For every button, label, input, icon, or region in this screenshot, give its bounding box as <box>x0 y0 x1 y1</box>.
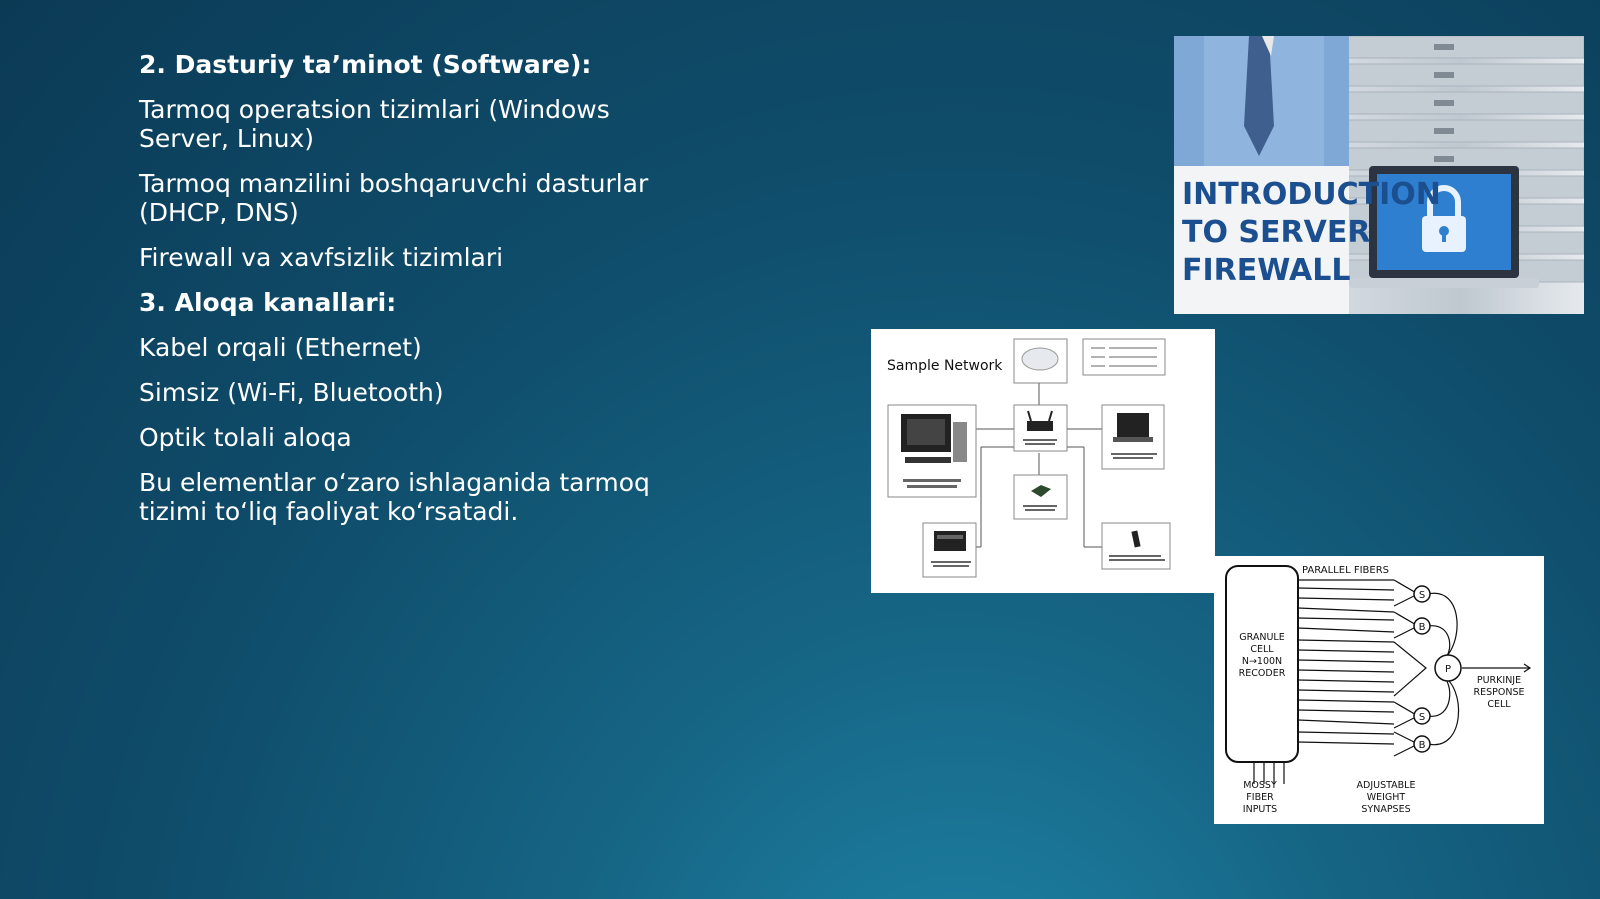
network-title: Sample Network <box>887 358 1003 374</box>
mossy-label-3: INPUTS <box>1242 804 1278 815</box>
node-b2: B <box>1418 740 1426 751</box>
heading-software: 2. Dasturiy ta’minot (Software): <box>139 50 592 79</box>
summary-text: Bu elementlar o‘zaro ishlaganida tarmoq tizimi to‘liq faoliyat ko‘rsatadi. <box>139 468 650 526</box>
firewall-title-line-1: INTRODUCTION <box>1182 177 1441 212</box>
granule-label-2: CELL <box>1250 644 1274 655</box>
laptop-icon <box>1113 413 1153 442</box>
adjustable-label-2: WEIGHT <box>1366 792 1406 803</box>
firewall-title-line-3: FIREWALL <box>1182 253 1351 288</box>
node-s2: S <box>1418 712 1426 723</box>
bullet-firewall: Firewall va xavfsizlik tizimlari <box>139 243 504 272</box>
adjustable-label-1: ADJUSTABLE <box>1356 780 1416 791</box>
cloud-icon <box>1022 348 1058 370</box>
sample-network-image <box>871 329 1215 593</box>
slide-text-block <box>139 50 659 542</box>
server-firewall-image <box>1174 36 1584 314</box>
node-p: P <box>1444 664 1452 675</box>
bullet-network-os: Tarmoq operatsion tizimlari (Windows Server, Linux) <box>139 95 610 153</box>
purkinje-label-3: CELL <box>1487 699 1511 710</box>
adjustable-label-3: SYNAPSES <box>1361 804 1411 815</box>
mossy-label-1: MOSSY <box>1243 780 1277 791</box>
printer-icon <box>934 531 966 551</box>
firewall-title-line-2: TO SERVER <box>1182 215 1371 250</box>
heading-channels: 3. Aloqa kanallari: <box>139 288 397 317</box>
node-b1: B <box>1418 622 1426 633</box>
purkinje-label-1: PURKINJE <box>1476 675 1522 686</box>
granule-label-1: GRANULE <box>1239 632 1285 643</box>
granule-label-4: RECODER <box>1238 668 1286 679</box>
bullet-wireless: Simsiz (Wi-Fi, Bluetooth) <box>139 378 444 407</box>
bullet-ethernet: Kabel orqali (Ethernet) <box>139 333 422 362</box>
mossy-label-2: FIBER <box>1246 792 1274 803</box>
bullet-address-software: Tarmoq manzilini boshqaruvchi dasturlar (DHCP, DNS) <box>139 169 649 227</box>
parallel-fibers-label: PARALLEL FIBERS <box>1302 565 1390 576</box>
granule-label-3: N→100N <box>1241 656 1283 667</box>
bullet-optical: Optik tolali aloqa <box>139 423 352 452</box>
cerebellum-network-diagram <box>1214 556 1544 824</box>
purkinje-label-2: RESPONSE <box>1473 687 1525 698</box>
node-s1: S <box>1418 590 1426 601</box>
